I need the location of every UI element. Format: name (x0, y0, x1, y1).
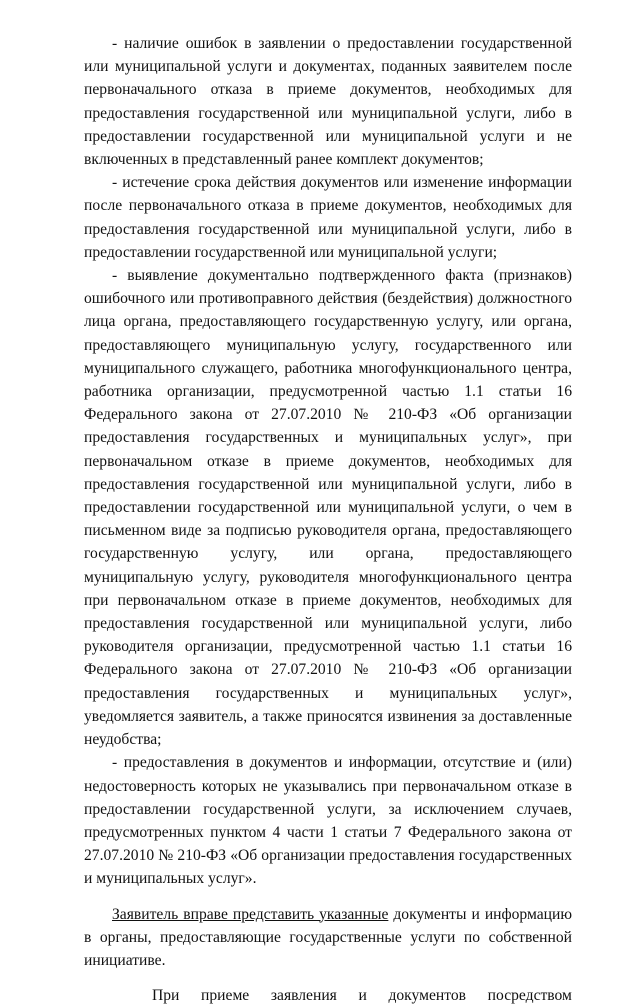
last-line-word: заявления (270, 987, 337, 1005)
last-line-word: приеме (201, 987, 250, 1005)
last-line-word: При (152, 987, 180, 1005)
paragraph-official-error: - выявление документально подтвержденного факта (признаков) ошибочного или противоправного действия (бездействия) должностного лица органа, предоставляющего государственную услугу, или органа, предоставляющего муниципальную услугу, государственного или муниципального служащего, работника многофункционального центра, работника организации, предусмотренной частью 1.1 статьи 16 Федерального закона от 27.07.2010 № 210-ФЗ «Об организации предоставления государственных и муниципальных услуг», при первоначальном отказе в приеме документов, необходимых для предоставления государственной или муниципальной услуги, либо в предоставлении государственной или муниципальной услуги, о чем в письменном виде за подписью руководителя органа, предоставляющего государственную услугу, или органа, предоставляющего муниципальную услугу, руководителя многофункционального центра при первоначальном отказе в приеме документов, необходимых для предоставления государственной или муниципальной услуги, либо руководителя организации, предусмотренной частью 1.1 статьи 16 Федерального закона от 27.07.2010 № 210-ФЗ «Об организации предоставления государственных и муниципальных услуг», уведомляется заявитель, а также приносятся извинения за доставленные неудобства; (84, 267, 572, 749)
paragraph-documents-not-indicated: - предоставления в документов и информации, отсутствие и (или) недостоверность которых не указывались при первоначальном отказе в предоставлении государственной услуги, за исключением случаев, предусмотренных пунктом 4 части 1 статьи 7 Федерального закона от 27.07.2010 № 210-ФЗ «Об организации предоставления государственных и муниципальных услуг». (84, 754, 572, 888)
paragraph-applicant-right (84, 903, 572, 973)
document-page (84, 32, 572, 1007)
last-line-word: посредством (487, 987, 572, 1005)
paragraph-last-line (84, 984, 572, 1007)
applicant-right-underlined: Заявитель вправе представить указанные (112, 905, 389, 923)
paragraph-document-expiry: - истечение срока действия документов или изменение информации после первоначального отказа в приеме документов, необходимых для предоставления государственной или муниципальной услуги, либо в предоставлении государственной или муниципальной услуги; (84, 174, 572, 261)
paragraph-errors-in-application: - наличие ошибок в заявлении о предоставлении государственной или муниципальной услуги и документах, поданных заявителем после первоначального отказа в приеме документов, необходимых для предоставления государственной или муниципальной услуги, либо в предоставлении государственной или муниципальной услуги и не включенных в представленный ранее комплект документов; (84, 35, 572, 169)
last-line-word: документов (388, 987, 467, 1005)
applicant-right-rest: документы и информацию в органы, предоставляющие государственные услуги по собственной инициативе. (84, 905, 572, 969)
last-line-word: и (358, 987, 367, 1005)
